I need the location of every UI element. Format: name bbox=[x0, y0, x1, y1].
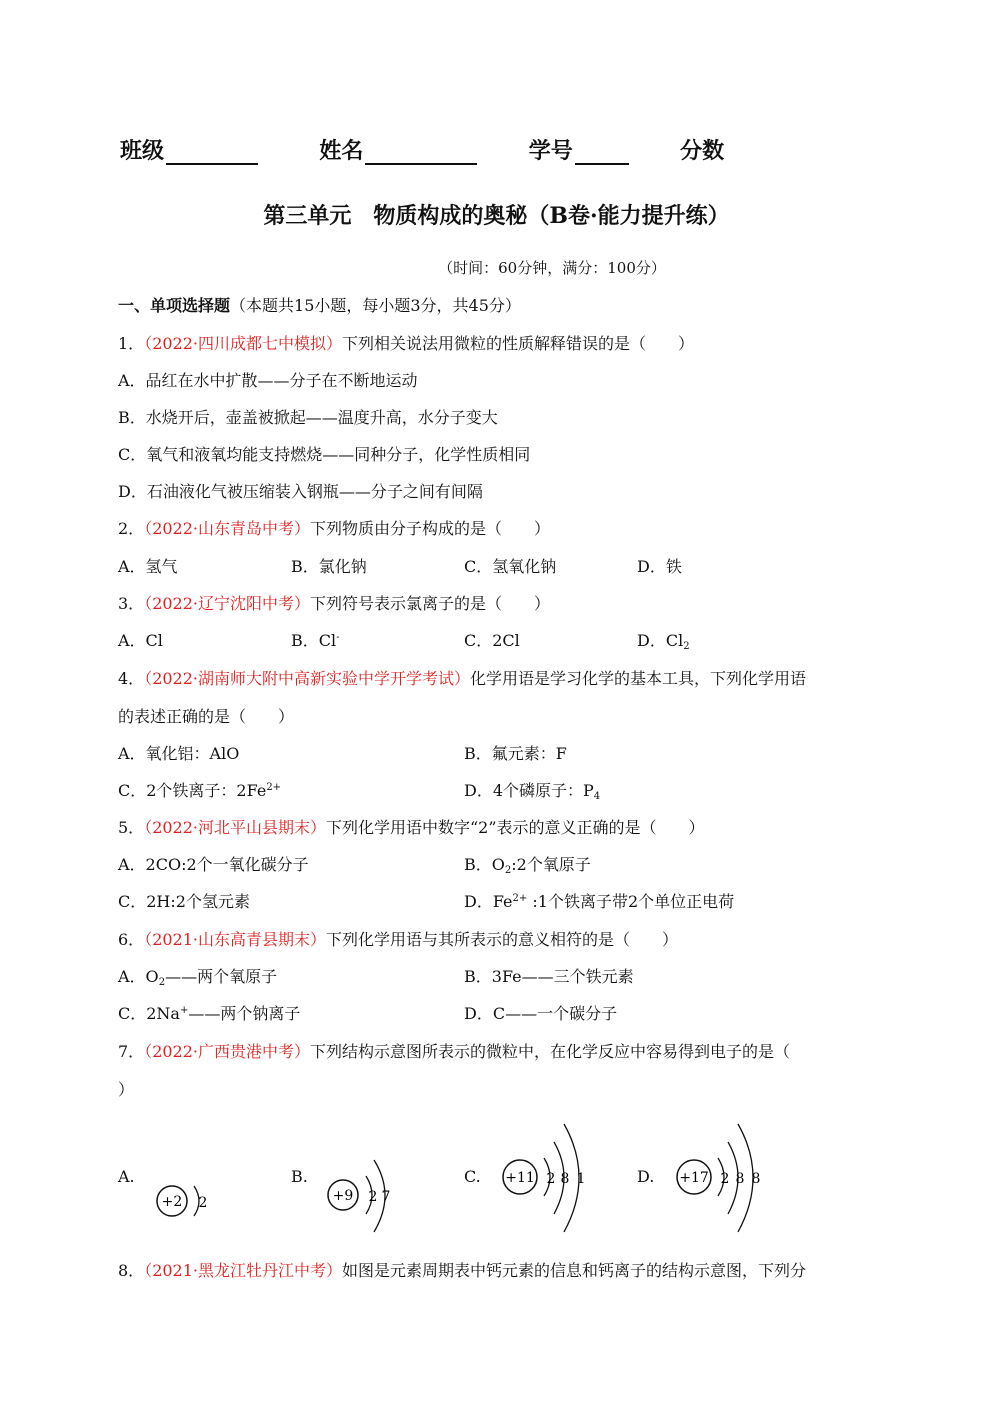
name-label: 姓名 bbox=[319, 138, 364, 164]
question-number: 7． bbox=[118, 1042, 145, 1061]
question-number: 4． bbox=[118, 669, 145, 688]
question-stem: 如图是元素周期表中钙元素的信息和钙离子的结构示意图，下列分 bbox=[342, 1261, 807, 1280]
question-number: 8． bbox=[118, 1261, 145, 1280]
q4-option-a: A．氧化铝：AlO bbox=[118, 744, 240, 763]
q6-option-a: A．$O_2——$两个氧原子 bbox=[118, 967, 278, 988]
q3-option-b: B．Cl- bbox=[291, 631, 340, 650]
q5-option-a: A．2CO:2个一氧化碳分子 bbox=[118, 855, 309, 874]
question-source: （2021·黑龙江牡丹江中考） bbox=[144, 1261, 342, 1280]
q3-option-d: D．$Cl_2$ bbox=[637, 631, 690, 652]
q7-option-d-label: D. bbox=[637, 1167, 655, 1186]
atom-diagram-chlorine bbox=[672, 1118, 772, 1238]
shell-electrons: 2 bbox=[720, 1171, 730, 1187]
q2-option-d: D．铁 bbox=[637, 557, 682, 576]
q6-option-d: D．C——一个碳分子 bbox=[464, 1004, 618, 1023]
q2-option-a: A．氢气 bbox=[118, 557, 178, 576]
q1-option-b: B．水烧开后，壶盖被掀起——温度升高，水分子变大 bbox=[118, 408, 498, 427]
shell-electrons: 2 bbox=[546, 1171, 556, 1187]
nucleus-charge: +17 bbox=[679, 1170, 709, 1186]
q1-option-c: C．氧气和液氧均能支持燃烧——同种分子，化学性质相同 bbox=[118, 445, 531, 464]
q6-option-c: C．2Na+——两个钠离子 bbox=[118, 1004, 301, 1023]
section-note: （本题共15小题，每小题3分，共45分） bbox=[230, 296, 521, 315]
question-4-continued: 的表述正确的是（ ） bbox=[118, 707, 295, 726]
question-stem: 下列结构示意图所表示的微粒中，在化学反应中容易得到电子的是（ bbox=[310, 1042, 791, 1061]
q2-option-c: C．氢氧化钠 bbox=[464, 557, 557, 576]
question-source: （2021·山东高青县期末） bbox=[144, 930, 326, 949]
question-7-continued: ） bbox=[118, 1080, 135, 1099]
question-source: （2022·河北平山县期末） bbox=[144, 818, 326, 837]
q3-option-a: A．Cl bbox=[118, 631, 163, 650]
question-4 bbox=[118, 666, 806, 689]
atom-diagram-sodium bbox=[498, 1118, 598, 1238]
section-heading bbox=[118, 293, 521, 316]
question-7 bbox=[118, 1039, 790, 1062]
shell-electrons: 8 bbox=[560, 1171, 570, 1187]
name-blank[interactable] bbox=[365, 141, 477, 165]
question-source: （2022·山东青岛中考） bbox=[144, 519, 310, 538]
question-number: 1． bbox=[118, 334, 145, 353]
shell-electrons: 2 bbox=[198, 1195, 208, 1211]
student-info-row bbox=[120, 134, 724, 165]
question-6 bbox=[118, 927, 678, 950]
shell-electrons: 8 bbox=[735, 1171, 745, 1187]
shell-electrons: 7 bbox=[381, 1189, 391, 1205]
question-2 bbox=[118, 516, 550, 539]
question-5 bbox=[118, 815, 705, 838]
question-number: 6． bbox=[118, 930, 145, 949]
q7-option-b-label: B. bbox=[291, 1167, 308, 1186]
q5-option-d: D．$Fe^{2+}$ :1个铁离子带2个单位正电荷 bbox=[464, 892, 735, 911]
q2-option-b: B．氯化钠 bbox=[291, 557, 367, 576]
q4-option-d: D．4个磷原子：$P_4$ bbox=[464, 781, 601, 802]
nucleus-charge: +2 bbox=[161, 1194, 183, 1210]
question-stem: 下列化学用语与其所表示的意义相符的是（ ） bbox=[326, 930, 679, 949]
question-3 bbox=[118, 591, 550, 614]
id-label: 学号 bbox=[528, 138, 573, 164]
question-8 bbox=[118, 1258, 806, 1281]
atom-diagram-helium bbox=[150, 1170, 220, 1230]
q6-option-b: B．3Fe——三个铁元素 bbox=[464, 967, 634, 986]
q3-option-c: C．2Cl bbox=[464, 631, 520, 650]
q5-option-c: C．2H:2个氢元素 bbox=[118, 892, 250, 911]
question-source: （2022·四川成都七中模拟） bbox=[144, 334, 342, 353]
question-number: 5． bbox=[118, 818, 145, 837]
question-stem: 下列相关说法用微粒的性质解释错误的是（ ） bbox=[342, 334, 695, 353]
q7-option-a-label: A. bbox=[118, 1167, 135, 1186]
question-stem: 下列符号表示氯离子的是（ ） bbox=[310, 594, 551, 613]
shell-electrons: 8 bbox=[751, 1171, 761, 1187]
shell-electrons: 2 bbox=[368, 1189, 378, 1205]
class-label: 班级 bbox=[120, 138, 165, 164]
q5-option-b: B．$O_2:2$个氧原子 bbox=[464, 855, 591, 876]
class-blank[interactable] bbox=[166, 141, 258, 165]
question-number: 3． bbox=[118, 594, 145, 613]
q1-option-a: A．品红在水中扩散——分子在不断地运动 bbox=[118, 371, 418, 390]
score-label: 分数 bbox=[680, 138, 725, 164]
q7-option-c-label: C. bbox=[464, 1167, 481, 1186]
question-stem: 下列物质由分子构成的是（ ） bbox=[310, 519, 551, 538]
question-stem: 化学用语是学习化学的基本工具，下列化学用语 bbox=[470, 669, 807, 688]
question-1 bbox=[118, 331, 694, 354]
page-title: 第三单元 物质构成的奥秘（B卷·能力提升练） bbox=[263, 203, 730, 229]
q4-option-c: C．2个铁离子：$2Fe^{2+}$ bbox=[118, 781, 282, 800]
shell-electrons: 1 bbox=[576, 1171, 586, 1187]
question-stem: 下列化学用语中数字“2”表示的意义正确的是（ ） bbox=[326, 818, 705, 837]
q1-option-d: D．石油液化气被压缩装入钢瓶——分子之间有间隔 bbox=[118, 482, 483, 501]
section-title: 一、单项选择题 bbox=[118, 296, 231, 315]
q4-option-b: B．氟元素：F bbox=[464, 744, 567, 763]
nucleus-charge: +11 bbox=[505, 1170, 535, 1186]
question-source: （2022·湖南师大附中高新实验中学开学考试） bbox=[144, 669, 470, 688]
question-source: （2022·辽宁沈阳中考） bbox=[144, 594, 310, 613]
nucleus-charge: +9 bbox=[332, 1188, 354, 1204]
question-number: 2． bbox=[118, 519, 145, 538]
exam-time-note: （时间：60分钟，满分：100分） bbox=[438, 259, 666, 277]
id-blank[interactable] bbox=[575, 141, 629, 165]
question-source: （2022·广西贵港中考） bbox=[144, 1042, 310, 1061]
atom-diagram-fluorine bbox=[322, 1150, 402, 1240]
